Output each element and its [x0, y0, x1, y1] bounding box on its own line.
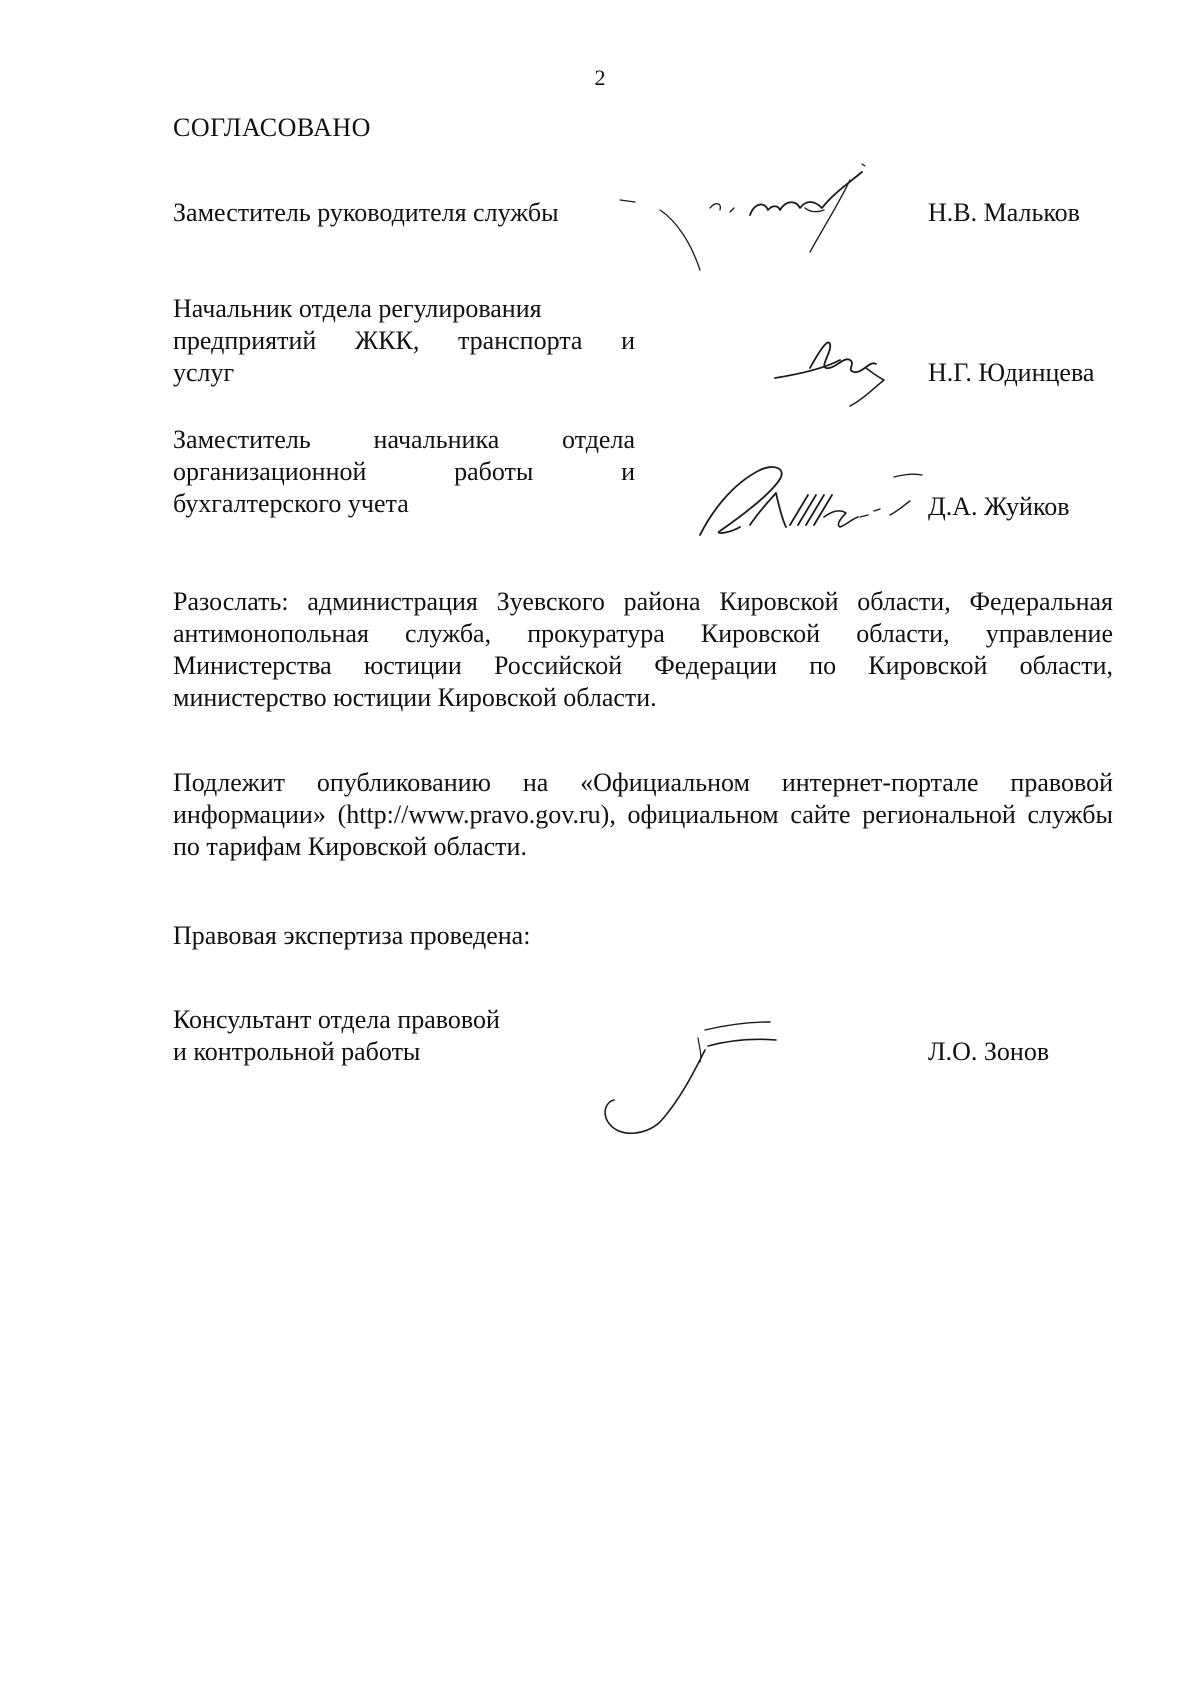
legal-review-title: Правовая экспертиза проведена:: [173, 921, 531, 950]
legal-review-name: Л.О. Зонов: [928, 1037, 1050, 1066]
page-number: 2: [594, 65, 606, 90]
approver-1-position-line: Заместитель руководителя службы: [173, 198, 559, 227]
approver-3-position-line: бухгалтерского учета: [173, 489, 409, 518]
approver-2-position: [173, 293, 635, 389]
approver-2-position-line: предприятий ЖКК, транспорта и: [173, 326, 635, 355]
signature-2-icon: [770, 330, 910, 410]
signature-4-icon: [590, 1010, 800, 1145]
approval-heading: СОГЛАСОВАНО: [173, 113, 371, 142]
signature-1-icon: [600, 150, 900, 280]
approver-2-name: Н.Г. Юдинцева: [928, 358, 1095, 387]
approver-3-position-line: организационной работы и: [173, 457, 635, 486]
approver-3-position-line: Заместитель начальника отдела: [173, 425, 635, 454]
legal-review-position-line: Консультант отдела правовой: [173, 1005, 500, 1034]
approver-3-name: Д.А. Жуйков: [928, 492, 1070, 521]
approver-2-position-line: услуг: [173, 358, 235, 387]
approver-1-position: [173, 197, 559, 229]
distribution-paragraph: Разослать: администрация Зуевского района Кировской области, Федеральная антимонопольная служба, прокуратура Кировской области, управление Министерства юстиции Российской Федерации по Кировской области, министерство юстиции Кировской области.: [173, 587, 1113, 712]
approver-2-position-line: Начальник отдела регулирования: [173, 294, 542, 323]
approver-1-name: Н.В. Мальков: [928, 198, 1080, 227]
approver-3-position: [173, 424, 635, 520]
signature-3-icon: [690, 455, 940, 545]
publication-paragraph: Подлежит опубликованию на «Официальном интернет-портале правовой информации» (http://www.pravo.gov.ru), официальном сайте региональной службы по тарифам Кировской области.: [173, 768, 1113, 861]
legal-review-position-line: и контрольной работы: [173, 1037, 421, 1066]
legal-review-position: [173, 1004, 500, 1068]
